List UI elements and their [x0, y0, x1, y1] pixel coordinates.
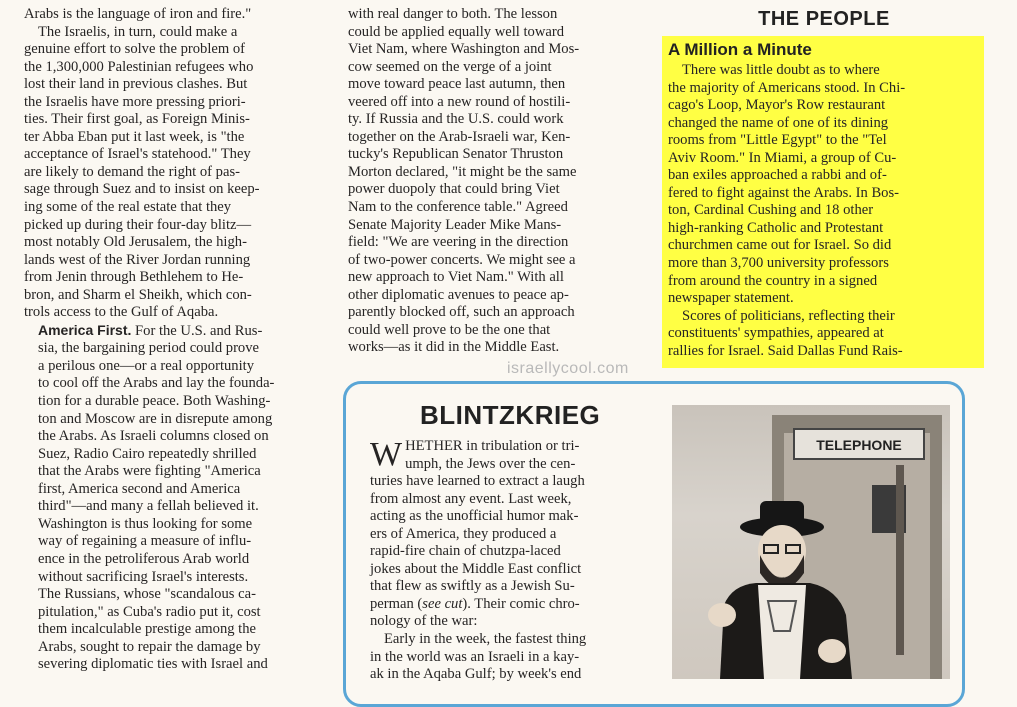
text-line: acceptance of Israel's statehood." They — [24, 146, 251, 163]
text-line: move toward peace last autumn, then — [348, 76, 566, 93]
text-line: There was little doubt as to where — [682, 62, 880, 78]
text-line: way of regaining a measure of influ- — [38, 533, 252, 550]
text-line: For the U.S. and Rus- — [135, 322, 263, 339]
text-line: constituents' sympathies, appeared at — [668, 325, 884, 342]
text-line: ties. Their first goal, as Foreign Minis- — [24, 111, 250, 128]
text-line: tion for a durable peace. Both Washing- — [38, 393, 271, 410]
text-line: turies have learned to extract a laugh — [370, 473, 585, 490]
paragraph-refugees — [24, 6, 326, 322]
article-column-2 — [348, 6, 648, 357]
text-line: cow seemed on the verge of a joint — [348, 58, 552, 75]
section-header-the-people: THE PEOPLE — [758, 8, 890, 30]
text-line: the majority of Americans stood. In Chi- — [668, 79, 906, 96]
text-line: could be applied equally well toward — [348, 23, 564, 40]
subhead-america-first: America First. — [38, 321, 132, 338]
text-line: parently blocked off, such an approach — [348, 304, 575, 321]
text-line: other diplomatic avenues to peace ap- — [348, 286, 569, 303]
watermark: israellycool.com — [507, 360, 629, 377]
text-line: cago's Loop, Mayor's Row restaurant — [668, 97, 886, 114]
text-line: Nam to the conference table." Agreed — [348, 199, 568, 216]
text-line: ban exiles approached a rabbi and of- — [668, 167, 887, 184]
text-line: fered to fight against the Arabs. In Bos- — [668, 184, 900, 201]
text-line: most notably Old Jerusalem, the high- — [24, 234, 247, 251]
text-line: third"—and many a fellah believed it. — [38, 498, 259, 515]
text-line: churchmen came out for Israel. So did — [668, 237, 892, 254]
article-column-people — [668, 40, 968, 360]
text-line: jokes about the Middle East conflict — [370, 560, 582, 577]
text-line: field: "We are veering in the direction — [348, 234, 569, 251]
text-line: Washington is thus looking for some — [38, 515, 253, 532]
text-line: without sacrificing Israel's interests. — [38, 568, 249, 585]
hat-crown — [760, 501, 804, 529]
text-line: newspaper statement. — [668, 290, 794, 307]
text-line: Senate Majority Leader Mike Mans- — [348, 216, 562, 233]
text-line: more than 3,700 university professors — [668, 255, 889, 272]
text-line: from Jenin through Bethlehem to He- — [24, 269, 244, 286]
text-line: works—as it did in the Middle East. — [348, 339, 560, 356]
text-line: ers of America, they produced a — [370, 525, 557, 542]
text-line: picked up during their four-day blitz— — [24, 216, 252, 233]
text-line: pitulation," as Cuba's radio put it, cost — [38, 603, 261, 620]
text-line: from around the country in a signed — [668, 272, 878, 289]
text-line: that the Arabs were fighting "America — [38, 463, 261, 480]
text-line: Morton declared, "it might be the same — [348, 163, 577, 180]
text-line: in the world was an Israeli in a kay- — [370, 648, 580, 665]
text-line: ence in the petroliferous Arab world — [38, 550, 250, 567]
text-line: Suez, Radio Cairo repeatedly shrilled — [38, 445, 257, 462]
left-hand — [708, 603, 736, 627]
text-line: Viet Nam, where Washington and Mos- — [348, 41, 580, 58]
photo-man-in-phone-booth — [672, 405, 950, 679]
text-line: ak in the Aqaba Gulf; by week's end — [370, 666, 582, 683]
photo-illustration — [672, 405, 950, 679]
text-line: umph, the Jews over the cen- — [405, 455, 576, 472]
text-line: The Israelis, in turn, could make a — [38, 23, 238, 40]
text-line: veered off into a new round of hostili- — [348, 93, 571, 110]
article-title-million-a-minute: A Million a Minute — [668, 40, 812, 59]
text-line: that flew as swiftly as a Jewish Su- — [370, 578, 575, 595]
text-line: The Russians, whose "scandalous ca- — [38, 586, 256, 603]
text-line: lands west of the River Jordan running — [24, 251, 251, 268]
text-line: a perilous one—or a real opportunity — [38, 357, 255, 374]
text-line: are likely to demand the right of pas- — [24, 163, 240, 180]
text-line: Arabs is the language of iron and fire." — [24, 6, 252, 22]
text-line: ton, Cardinal Cushing and 18 other — [668, 202, 874, 219]
text-line: trols access to the Gulf of Aqaba. — [24, 304, 219, 321]
text-line: ter Abba Eban put it last week, is "the — [24, 128, 245, 145]
text-line: Aviv Room." In Miami, a group of Cu- — [668, 149, 897, 166]
article-title-blintzkrieg: BLINTZKRIEG — [420, 400, 601, 430]
text-line: with real danger to both. The lesson — [348, 6, 558, 22]
text-line: changed the name of one of its dining — [668, 114, 889, 131]
text-line: Arabs, sought to repair the damage by — [38, 638, 261, 655]
text-line: severing diplomatic ties with Israel and — [38, 656, 268, 673]
text-line: could well prove to be the one that — [348, 321, 551, 338]
text-line: rallies for Israel. Said Dallas Fund Rais- — [668, 342, 903, 359]
text-line: ton and Moscow are in disrepute among — [38, 410, 273, 427]
text-line: bron, and Sharm el Sheikh, which con- — [24, 286, 252, 303]
drop-cap: W — [370, 436, 403, 473]
text-line: Scores of politicians, reflecting their — [682, 307, 895, 324]
text-line: together on the Arab-Israeli war, Ken- — [348, 128, 571, 145]
text-line: rooms from "Little Egypt" to the "Tel — [668, 132, 887, 149]
text-line: the Israelis have more pressing priori- — [24, 93, 246, 110]
text-line: new approach to Viet Nam." With all — [348, 269, 564, 286]
text-line: Early in the week, the fastest thing — [384, 631, 587, 648]
text-line: the Arabs. As Israeli columns closed on — [38, 428, 269, 445]
text-line: power duopoly that could bring Viet — [348, 181, 560, 198]
see-cut-reference: see cut — [422, 595, 463, 612]
text-line: to cool off the Arabs and lay the founda- — [38, 375, 275, 392]
paragraph-people — [668, 62, 968, 360]
telephone-sign-text: TELEPHONE — [816, 437, 902, 453]
right-hand — [818, 639, 846, 663]
text-line: acting as the unofficial humor mak- — [370, 508, 579, 525]
text-line: sage through Suez and to insist on keep- — [24, 181, 260, 198]
paragraph-viet-nam — [348, 6, 648, 357]
text-line: first, America second and America — [38, 480, 241, 497]
paragraph-america-first — [24, 322, 326, 674]
text-line: nology of the war: — [370, 613, 478, 630]
text-line: tucky's Republican Senator Thruston — [348, 146, 564, 163]
paragraph-blintzkrieg — [370, 438, 650, 684]
text-line: HETHER in tribulation or tri- — [405, 438, 580, 454]
text-line: genuine effort to solve the problem of — [24, 41, 246, 58]
text-line: ty. If Russia and the U.S. could work — [348, 111, 564, 128]
text-line: sia, the bargaining period could prove — [38, 340, 260, 357]
text-line: lost their land in previous clashes. But — [24, 76, 248, 93]
text-line: them incalculable prestige among the — [38, 621, 257, 638]
article-column-blintzkrieg — [370, 438, 650, 684]
text-line: the 1,300,000 Palestinian refugees who — [24, 58, 254, 75]
text-line: rapid-fire chain of chutzpa-laced — [370, 543, 561, 560]
article-column-1 — [24, 6, 326, 674]
text-line: high-ranking Catholic and Protestant — [668, 219, 884, 236]
text-line: perman (see cut). Their comic chro- — [370, 595, 580, 612]
text-line: from almost any event. Last week, — [370, 490, 572, 507]
text-line: ing some of the real estate that they — [24, 199, 232, 216]
text-line: of two-power concerts. We might see a — [348, 251, 576, 268]
